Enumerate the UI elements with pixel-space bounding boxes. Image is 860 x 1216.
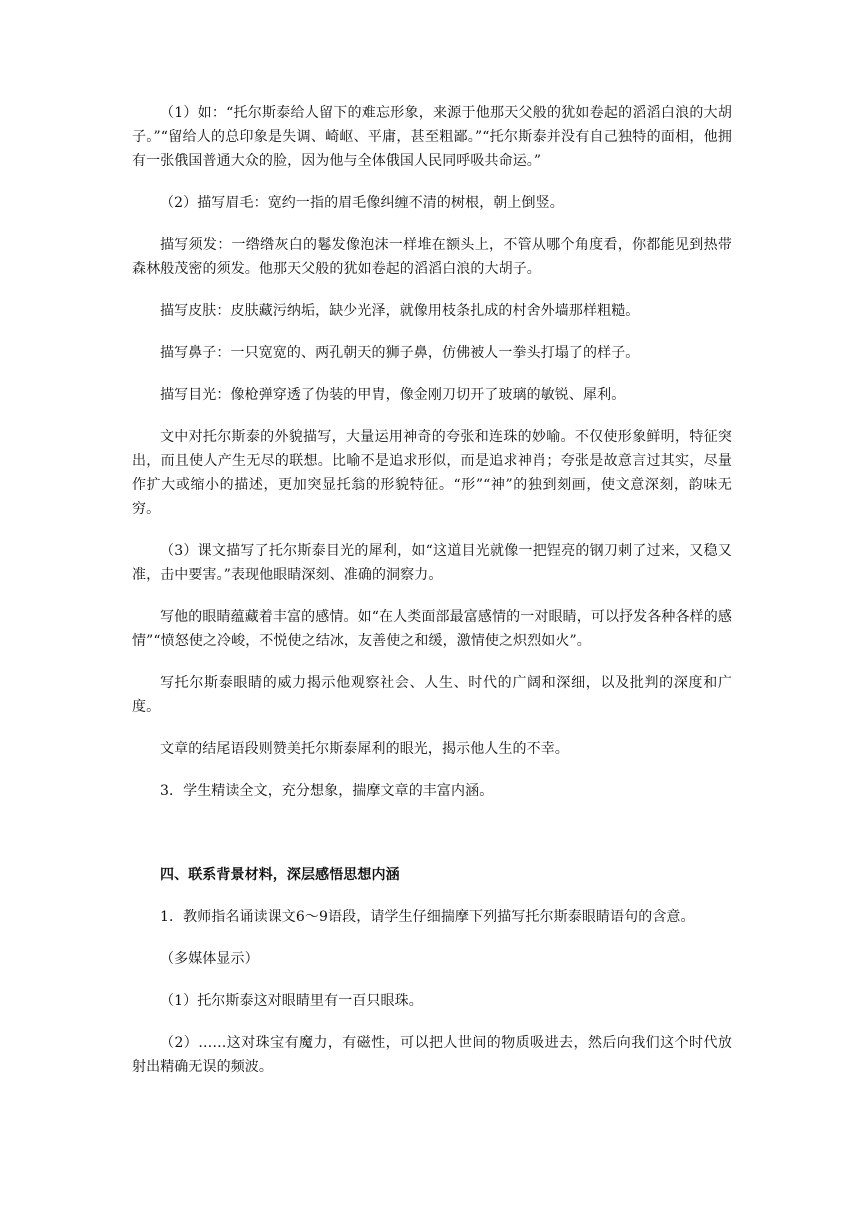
paragraph-facial-quotes: （1）如：“托尔斯泰给人留下的难忘形象，来源于他那天父般的犹如卷起的滔滔白浪的大胡子。”“留给人的总印象是失调、崎岖、平庸，甚至粗鄙。”“托尔斯泰并没有自己独特的面相，他拥有一张俄国普通大众的脸，因为他与全体俄国人民同呼吸共命运。” xyxy=(132,105,732,169)
paragraph-eyebrows: （2）描写眉毛：宽约一指的眉毛像纠缠不清的树根，朝上倒竖。 xyxy=(160,195,564,211)
paragraph-nose: 描写鼻子：一只宽宽的、两孔朝天的狮子鼻，仿佛被人一拳头打塌了的样子。 xyxy=(160,345,640,361)
paragraph-gaze: 描写目光：像枪弹穿透了伪装的甲胄，像金刚刀切开了玻璃的敏锐、犀利。 xyxy=(160,387,626,403)
paragraph-hundred-eyes: （1）托尔斯泰这对眼睛里有一百只眼珠。 xyxy=(160,993,423,1009)
paragraph-eye-power: 写托尔斯泰眼睛的威力揭示他观察社会、人生、时代的广阔和深细，以及批判的深度和广度。 xyxy=(132,675,732,715)
section-heading-4: 四、联系背景材料，深层感悟思想内涵 xyxy=(160,867,400,883)
paragraph-step-3: 3．学生精读全文，充分想象，揣摩文章的丰富内涵。 xyxy=(160,783,494,799)
paragraph-gaze-sharpness: （3）课文描写了托尔斯泰目光的犀利，如“这道目光就像一把锃亮的钢刀刺了过来，又稳又准，击中要害。”表现他眼睛深刻、准确的洞察力。 xyxy=(132,543,732,583)
paragraph-description-analysis: 文中对托尔斯泰的外貌描写，大量运用神奇的夸张和连珠的妙喻。不仅使形象鲜明，特征突出，而且使人产生无尽的联想。比喻不是追求形似，而是追求神肖；夸张是故意言过其实，尽量作扩大或缩小的描述，更加突显托翁的形貌特征。“形”“神”的独到刻画，使文意深刻，韵味无穷。 xyxy=(132,429,732,517)
paragraph-hair: 描写须发：一绺绺灰白的鬈发像泡沫一样堆在额头上，不管从哪个角度看，你都能见到热带森林般茂密的须发。他那天父般的犹如卷起的滔滔白浪的大胡子。 xyxy=(132,237,732,277)
paragraph-eye-emotion: 写他的眼睛蕴藏着丰富的感情。如“在人类面部最富感情的一对眼睛，可以抒发各种各样的感情”“愤怒使之冷峻，不悦使之结冰，友善使之和缓，激情使之炽烈如火”。 xyxy=(132,609,732,649)
paragraph-magnetic-jewels: （2）……这对珠宝有魔力，有磁性，可以把人世间的物质吸进去，然后向我们这个时代放射出精确无误的频波。 xyxy=(132,1035,732,1075)
paragraph-step-1: 1．教师指名诵读课文6～9语段，请学生仔细揣摩下列描写托尔斯泰眼睛语句的含意。 xyxy=(160,909,695,925)
paragraph-conclusion: 文章的结尾语段则赞美托尔斯泰犀利的眼光，揭示他人生的不幸。 xyxy=(160,741,569,757)
paragraph-multimedia-note: （多媒体显示） xyxy=(160,951,259,967)
paragraph-skin: 描写皮肤：皮肤藏污纳垢，缺少光泽，就像用枝条扎成的村舍外墙那样粗糙。 xyxy=(160,303,640,319)
